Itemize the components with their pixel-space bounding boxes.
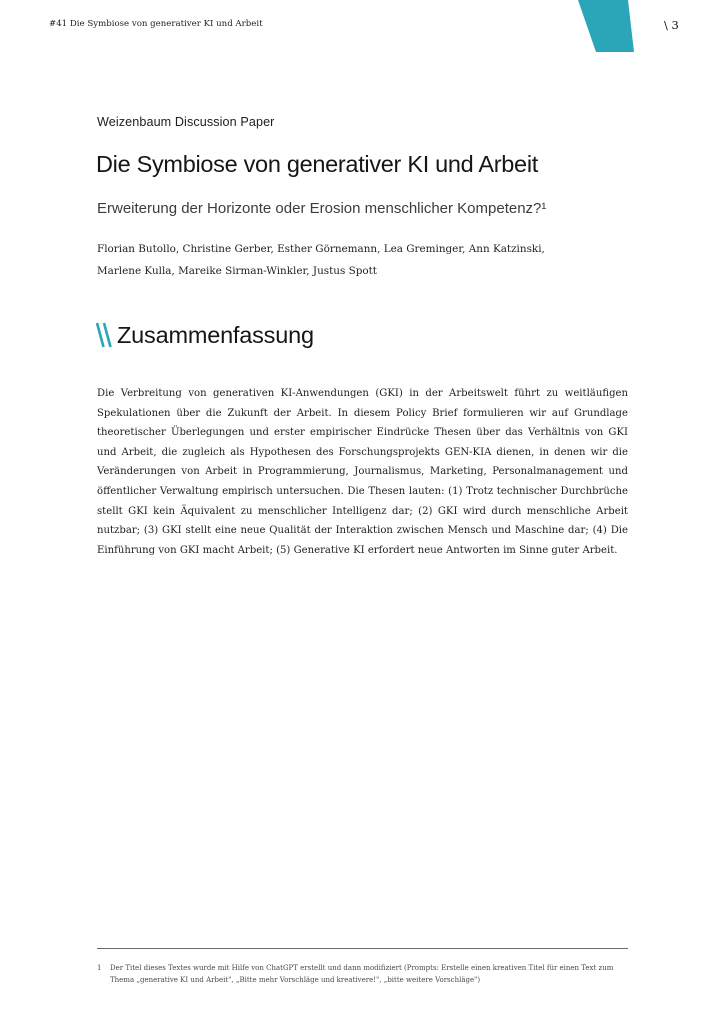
abstract-paragraph: Die Verbreitung von generativen KI-Anwendungen (GKI) in der Arbeitswelt führt zu weitläufigen Spekulationen über die Zukunft der Arbeit. In diesem Policy Brief formulieren wir auf Grundlage theoretischer Überlegungen und erster empirischer Eindrücke Thesen über das Verhältnis von GKI und Arbeit, die zugleich als Hypothesen des Forschungsprojekts GEN-KIA dienen, in denen wir die Veränderungen von Arbeit in Programmierung, Journalismus, Marketing, Personalmanagement und öffentlicher Verwaltung empirisch untersuchen. Die Thesen lauten: (1) Trotz technischer Durchbrüche stellt GKI kein Äquivalent zu menschlicher Intelligenz dar; (2) GKI wird durch menschliche Arbeit nutzbar; (3) GKI stellt eine neue Qualität der Interaktion zwischen Mensch und Maschine dar; (4) Die Einführung von GKI macht Arbeit; (5) Generative KI erfordert neue Antworten im Sinne guter Arbeit. [97,388,628,556]
footnote-text: Der Titel dieses Textes wurde mit Hilfe von ChatGPT erstellt und dann modifiziert (Prompts: Erstelle einen kreativen Titel für einen Text zum Thema „generative KI und Arbeit", „Bitte mehr Vorschläge und kreativere!", „bitte weitere Vorschläge") [110,964,614,985]
series-label: Weizenbaum Discussion Paper [97,115,275,129]
author-list [97,239,637,282]
accent-parallelogram [578,0,634,52]
section-title: Zusammenfassung [117,321,314,348]
running-header-title: #41 Die Symbiose von generativer KI und Arbeit [49,19,263,29]
footnote-divider [97,948,628,949]
author-line: Florian Butollo, Christine Gerber, Esther Görnemann, Lea Greminger, Ann Katzinski, [97,243,545,255]
header-accent-shape [578,0,718,52]
section-heading [95,317,314,353]
paper-title: Die Symbiose von generativer KI und Arbeit [96,151,538,177]
double-slash-icon [95,320,113,350]
page-number: \ 3 [664,18,679,32]
author-line: Marlene Kulla, Mareike Sirman-Winkler, Justus Spott [97,264,377,277]
footnote-number: 1 [97,964,102,972]
paper-subtitle: Erweiterung der Horizonte oder Erosion menschlicher Kompetenz?¹ [97,200,547,217]
footnote [97,962,628,987]
